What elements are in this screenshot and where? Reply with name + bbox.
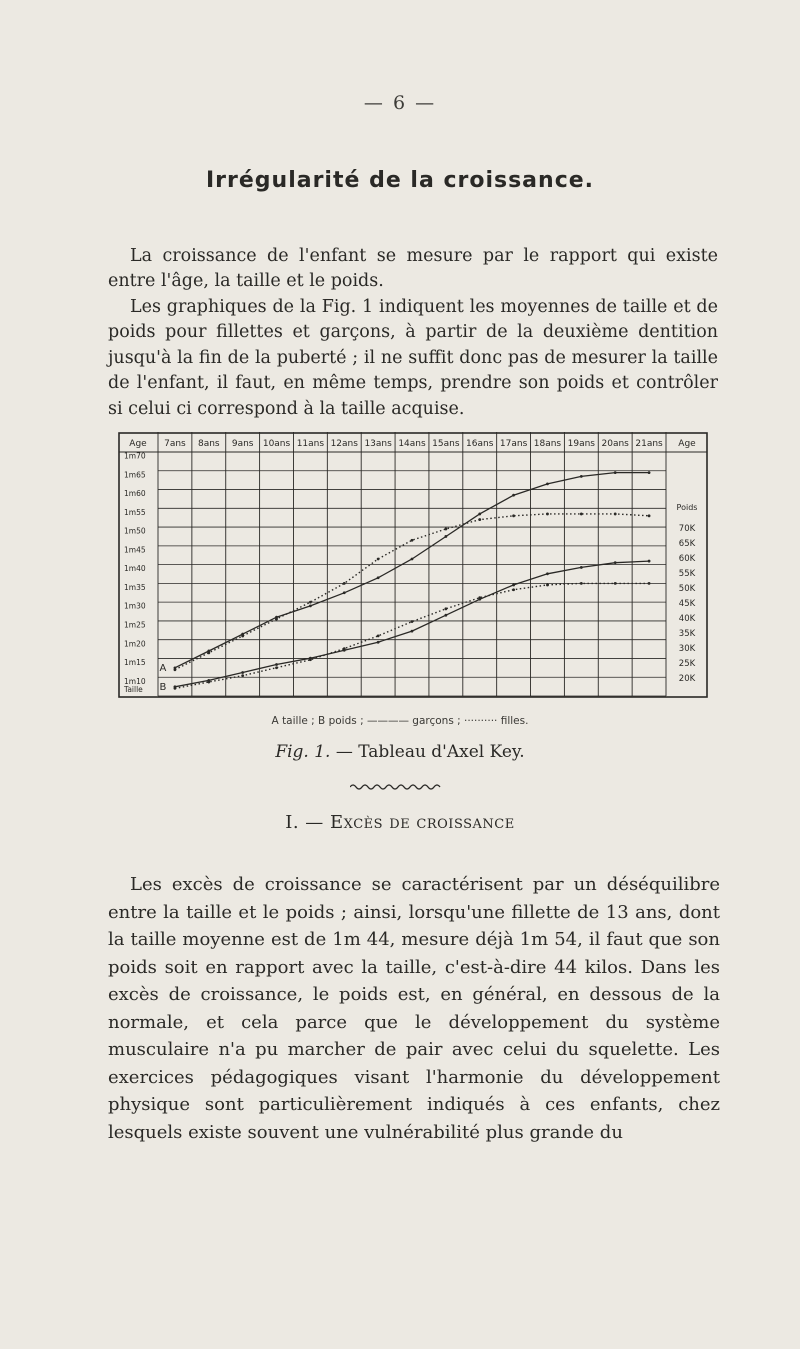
data-point xyxy=(648,471,651,474)
figure-caption-label: Fig. 1. xyxy=(275,742,331,762)
data-point xyxy=(444,607,447,610)
x-tick-label: 13ans xyxy=(364,439,392,449)
y-left-tick-label: 1m40 xyxy=(124,564,146,574)
data-point xyxy=(343,647,346,650)
data-point xyxy=(207,681,210,684)
x-tick-label: 20ans xyxy=(601,439,629,449)
data-point xyxy=(444,528,447,531)
y-left-axis-title: Taille xyxy=(124,685,143,694)
data-point xyxy=(377,641,380,644)
y-right-tick-label: 50K xyxy=(678,583,696,594)
series-line xyxy=(175,514,649,670)
data-point xyxy=(580,582,583,585)
x-tick-label: 16ans xyxy=(466,439,494,449)
data-point xyxy=(174,687,177,690)
y-left-tick-label: 1m45 xyxy=(124,545,146,555)
data-point xyxy=(377,558,380,561)
y-right-tick-label: 25K xyxy=(678,658,696,669)
header-age-right: Age xyxy=(678,439,696,449)
series-letter-a: A xyxy=(159,662,167,674)
series-letter-b: B xyxy=(159,681,167,693)
x-tick-label: 14ans xyxy=(398,439,426,449)
data-point xyxy=(648,560,651,563)
data-point xyxy=(411,539,414,542)
data-point xyxy=(478,596,481,599)
data-point xyxy=(275,663,278,666)
data-point xyxy=(478,518,481,521)
y-left-tick-label: 1m30 xyxy=(124,601,146,611)
page-number: — 6 — xyxy=(363,92,437,114)
x-tick-label: 18ans xyxy=(533,439,562,449)
data-point xyxy=(614,471,617,474)
data-point xyxy=(614,513,617,516)
data-point xyxy=(377,634,380,637)
data-point xyxy=(546,584,549,587)
data-point xyxy=(444,614,447,617)
data-point xyxy=(512,514,515,517)
data-point xyxy=(512,494,515,497)
y-right-tick-label: 30K xyxy=(678,643,696,654)
y-right-tick-label: 65K xyxy=(678,538,696,549)
y-right-tick-label: 55K xyxy=(678,568,696,579)
figure-caption xyxy=(0,742,800,762)
section-body: Les excès de croissance se caractérisent par un déséquilibre entre la taille et le poids ; ainsi, lorsqu'une fillette de 13 ans, dont la taille moyenne est de 1m 44, mesure déjà 1m 54, il faut que son poids soit en rapport avec la taille, c'est-à-dire 44 kilos. Dans les excès de croissance, le poids est, en général, en dessous de la normale, et cela parce que le développement du système musculaire n'a pu marcher de pair avec celui du squelette. Les exercices pédagogiques visant l'harmonie du développement physique sont particulièrement indiqués à ces enfants, chez lesquels existe souvent une vulnérabilité plus grande du xyxy=(108,874,720,1143)
data-point xyxy=(174,668,177,671)
data-point xyxy=(411,630,414,633)
y-right-tick-label: 35K xyxy=(678,628,696,639)
data-point xyxy=(275,666,278,669)
data-point xyxy=(580,475,583,478)
section-title: Excès de croissance xyxy=(330,812,515,833)
y-left-tick-label: 1m70 xyxy=(124,451,146,461)
growth-chart xyxy=(118,432,708,704)
y-right-tick-label: 45K xyxy=(678,598,696,609)
x-tick-label: 21ans xyxy=(635,439,663,449)
ornament-squiggle xyxy=(350,782,444,792)
paragraph-graphs: Les graphiques de la Fig. 1 indiquent les moyennes de taille et de poids pour fillettes et garçons, à partir de la deuxième dentition jusqu'à la fin de la puberté ; il ne suffit donc pas de mesurer la taille de l'enfant, il faut, en même temps, prendre son poids et contrôler si celui ci correspond à la taille acquise. xyxy=(108,296,718,419)
y-left-tick-label: 1m35 xyxy=(124,582,146,592)
data-point xyxy=(275,618,278,621)
data-point xyxy=(580,513,583,516)
data-point xyxy=(614,582,617,585)
x-tick-label: 11ans xyxy=(296,439,325,449)
x-tick-label: 9ans xyxy=(231,439,254,449)
data-point xyxy=(411,620,414,623)
y-left-tick-label: 1m25 xyxy=(124,620,146,630)
data-point xyxy=(309,605,312,608)
data-point xyxy=(546,572,549,575)
x-tick-label: 17ans xyxy=(499,439,528,449)
paragraph-intro: La croissance de l'enfant se mesure par le rapport qui existe entre l'âge, la taille et le poids. xyxy=(108,245,718,291)
y-left-tick-label: 1m60 xyxy=(124,489,146,499)
x-tick-label: 10ans xyxy=(262,439,291,449)
data-point xyxy=(411,558,414,561)
y-right-tick-label: 70K xyxy=(678,523,696,534)
section-heading xyxy=(0,812,800,833)
series-line xyxy=(175,561,649,687)
page-title: Irrégularité de la croissance. xyxy=(205,168,595,193)
y-left-tick-label: 1m20 xyxy=(124,639,146,649)
y-left-tick-label: 1m15 xyxy=(124,658,146,668)
section-number: I. — xyxy=(285,812,324,833)
y-left-tick-label: 1m50 xyxy=(124,526,146,536)
data-point xyxy=(241,635,244,638)
data-point xyxy=(343,591,346,594)
data-point xyxy=(580,566,583,569)
x-tick-label: 7ans xyxy=(164,439,186,449)
y-right-axis-title: Poids xyxy=(676,503,698,513)
data-point xyxy=(546,513,549,516)
data-point xyxy=(614,561,617,564)
data-point xyxy=(241,671,244,674)
data-point xyxy=(309,601,312,604)
data-point xyxy=(377,576,380,579)
growth-chart-svg xyxy=(118,432,708,704)
data-point xyxy=(343,582,346,585)
data-point xyxy=(648,582,651,585)
y-right-tick-label: 60K xyxy=(678,553,696,564)
y-right-tick-label: 20K xyxy=(678,673,696,684)
x-tick-label: 15ans xyxy=(432,439,460,449)
x-tick-label: 8ans xyxy=(197,439,220,449)
data-point xyxy=(512,584,515,587)
y-left-tick-label: 1m10 xyxy=(124,676,146,686)
series-line xyxy=(175,473,649,668)
data-point xyxy=(309,658,312,661)
header-age-left: Age xyxy=(129,439,147,449)
data-point xyxy=(241,674,244,677)
x-tick-label: 19ans xyxy=(567,439,596,449)
data-point xyxy=(512,588,515,591)
y-left-tick-label: 1m65 xyxy=(124,470,146,480)
figure-caption-source: — Tableau d'Axel Key. xyxy=(335,742,525,762)
x-tick-label: 12ans xyxy=(330,439,358,449)
data-point xyxy=(546,483,549,486)
data-point xyxy=(444,535,447,538)
series-line xyxy=(175,583,649,688)
y-right-tick-label: 40K xyxy=(678,613,696,624)
figure-legend: A taille ; B poids ; ———— garçons ; ·········· filles. xyxy=(271,715,529,727)
data-point xyxy=(207,651,210,654)
y-left-tick-label: 1m55 xyxy=(124,507,146,517)
data-point xyxy=(648,514,651,517)
data-point xyxy=(478,513,481,516)
